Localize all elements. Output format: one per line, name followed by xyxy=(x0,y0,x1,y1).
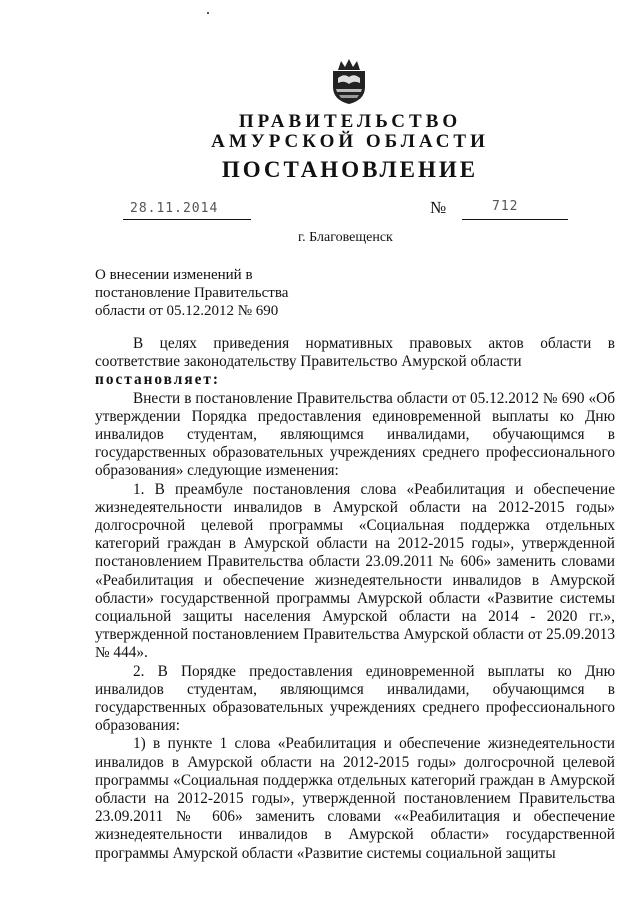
intro-paragraph: Внести в постановление Правительства области от 05.12.2012 № 690 «Об утверждении Порядка предоставления единовременной выплаты ко Дню инвалидов студентам, являющимся инвалидами, обучающимся в государственных образовательных учреждениях среднего профессионального образования» следующие изменения: xyxy=(95,389,615,480)
document-type-title: ПОСТАНОВЛЕНИЕ xyxy=(221,157,479,182)
number-sign: № xyxy=(430,198,447,217)
item-1-paragraph: 1. В преамбуле постановления слова «Реабилитация и обеспечение жизнедеятельности инвалидов в Амурской области на 2012-2015 годы» долгосрочной целевой программы «Социальная поддержка отдельных категорий граждан в Амурской области на 2012-2015 годы», утвержденной постановлением Правительства области 23.09.2011 № 606» заменить словами «Реабилитация и обеспечение жизнедеятельности инвалидов в Амурской области» государственной программы Амурской области «Развитие системы социальной защиты населения Амурской области на 2014 - 2020 гг.», утвержденной постановлением Правительства Амурской области от 25.09.2013 № 444». xyxy=(95,480,615,662)
document-date: 28.11.2014 xyxy=(130,201,219,216)
item-2-1-paragraph: 1) в пункте 1 слова «Реабилитация и обеспечение жизнедеятельности инвалидов в Амурской области на 2012-2015 годы» долгосрочной целевой программы «Социальная поддержка отдельных категорий граждан в Амурской области на 2012-2015 годы», утвержденной постановлением Правительства 23.09.2011 № 606» заменить словами ««Реабилитация и обеспечение жизнедеятельности инвалидов в Амурской области» государственной программы Амурской области «Развитие системы социальной защиты xyxy=(95,735,615,862)
amur-coat-of-arms-icon xyxy=(324,56,374,106)
region-title: АМУРСКОЙ ОБЛАСТИ xyxy=(211,131,489,152)
ruling-word: постановляет: xyxy=(95,371,220,389)
item-2-paragraph: 2. В Порядке предоставления единовременной выплаты ко Дню инвалидов студентам, являющимся инвалидами, обучающимся в государственных образовательных учреждениях среднего профессионального образования: xyxy=(95,662,615,735)
document-number: 712 xyxy=(492,199,519,214)
scan-dot xyxy=(207,12,209,14)
city-label: г. Благовещенск xyxy=(298,230,393,245)
preamble-paragraph: В целях приведения нормативных правовых актов области в соответствие законодательству Правительство Амурской области xyxy=(95,335,615,371)
subject-heading: О внесении изменений в постановление Правительства области от 05.12.2012 № 690 xyxy=(95,267,289,319)
document-body xyxy=(95,335,615,863)
government-title: ПРАВИТЕЛЬСТВО xyxy=(238,111,462,132)
